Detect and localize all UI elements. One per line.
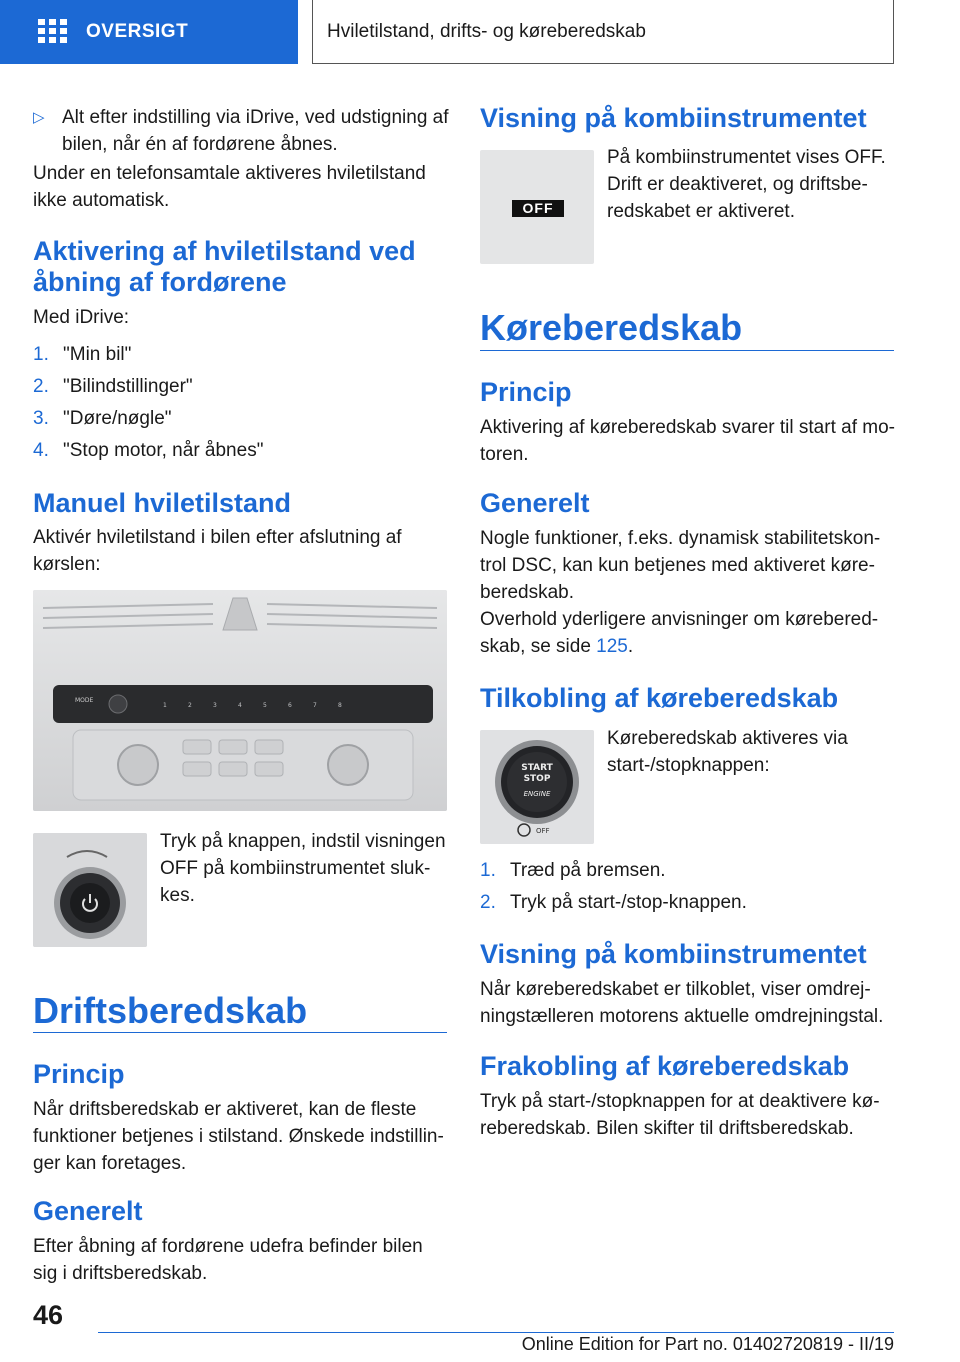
knob-instructions <box>160 828 450 909</box>
step-number: 2. <box>480 892 496 913</box>
console-key-label: 4 <box>238 702 242 709</box>
heading-generelt-right: Generelt <box>480 488 590 518</box>
off-display-photo <box>480 150 594 264</box>
text-line: beredskab. <box>480 582 575 603</box>
overview-tab-label: OVERSIGT <box>86 21 189 42</box>
heading-visning-2: Visning på kombiinstrumentet <box>480 939 867 969</box>
idrive-steps-list <box>33 341 453 469</box>
princip-text-right <box>480 414 900 468</box>
text-line: Når køreberedskabet er tilkoblet, viser omdrej- <box>480 979 871 1000</box>
power-knob-illustration <box>33 833 147 947</box>
visning-2-text <box>480 976 900 1030</box>
footer-divider <box>98 1332 894 1333</box>
heading-line: Aktivering af hviletilstand ved <box>33 236 416 266</box>
heading-koereberedskab: Køreberedskab <box>480 307 743 348</box>
text-line: reberedskab. Bilen skifter til driftsberedskab. <box>480 1118 854 1139</box>
heading-princip-right: Princip <box>480 377 572 407</box>
section-divider <box>480 350 894 351</box>
list-item <box>480 889 900 921</box>
console-illustration <box>33 590 447 811</box>
step-text: "Døre/nøgle" <box>63 408 172 429</box>
text-line: funktioner betjenes i stilstand. Ønskede indstillin- <box>33 1126 444 1147</box>
section-divider <box>33 1032 447 1033</box>
triangle-bullet-icon: ▷ <box>33 109 45 126</box>
console-photo <box>33 590 447 811</box>
step-text: "Min bil" <box>63 344 132 365</box>
text-line: trol DSC, kan kun betjenes med aktiveret køre- <box>480 555 875 576</box>
heading-generelt-left: Generelt <box>33 1196 143 1226</box>
list-item <box>33 341 453 373</box>
princip-text-left <box>33 1096 453 1177</box>
knob-photo <box>33 833 147 947</box>
overview-tab[interactable] <box>0 0 298 64</box>
step-number: 1. <box>33 344 49 365</box>
overhold-text <box>480 606 900 660</box>
start-stop-photo <box>480 730 594 844</box>
text-line: Køreberedskab aktiveres via <box>607 728 848 749</box>
heading-tilkobling: Tilkobling af køreberedskab <box>480 683 839 713</box>
heading-driftsberedskab: Driftsberedskab <box>33 990 308 1031</box>
bullet-line: bilen, når én af fordørene åbnes. <box>62 134 338 155</box>
tilkobling-steps-list <box>480 857 900 921</box>
step-number: 4. <box>33 440 49 461</box>
text-line <box>480 633 900 660</box>
text-line: redskabet er aktiveret. <box>607 201 795 222</box>
grid-icon <box>38 19 66 45</box>
bullet-item <box>33 104 453 158</box>
text-line: Nogle funktioner, f.eks. dynamisk stabilitetskon- <box>480 528 881 549</box>
text-span: . <box>627 636 634 657</box>
text-line: Aktivér hviletilstand i bilen efter afslutning af <box>33 527 402 548</box>
start-stop-button-illustration <box>480 730 594 844</box>
off-badge: OFF <box>512 200 564 217</box>
text-line: sig i driftsberedskab. <box>33 1263 208 1284</box>
step-text: Tryk på start-/stop-knappen. <box>510 892 747 913</box>
heading-princip-left: Princip <box>33 1059 125 1089</box>
step-text: "Bilindstillinger" <box>63 376 193 397</box>
step-text: "Stop motor, når åbnes" <box>63 440 264 461</box>
bullet-line: Alt efter indstilling via iDrive, ved udstigning af <box>62 107 449 128</box>
step-number: 2. <box>33 376 49 397</box>
step-number: 1. <box>480 860 496 881</box>
console-mode-label: MODE <box>75 697 94 704</box>
text-line: Under en telefonsamtale aktiveres hviletilstand <box>33 163 426 184</box>
text-span: skab, se side <box>480 636 597 657</box>
console-key-label: 3 <box>213 702 217 709</box>
text-line: Overhold yderligere anvisninger om kørebered- <box>480 609 879 630</box>
heading-frakobling: Frakobling af køreberedskab <box>480 1051 850 1081</box>
console-key-label: 7 <box>313 702 317 709</box>
chapter-title: Hviletilstand, drifts- og køreberedskab <box>312 0 894 64</box>
edition-text: Online Edition for Part no. 01402720819 - II/19 <box>521 1334 894 1354</box>
console-key-label: 1 <box>163 702 167 709</box>
console-key-label: 5 <box>263 702 267 709</box>
heading-visning-1: Visning på kombiinstrumentet <box>480 103 867 133</box>
phone-call-note <box>33 160 453 214</box>
text-line: Når driftsberedskab er aktiveret, kan de fleste <box>33 1099 417 1120</box>
console-key-label: 2 <box>188 702 192 709</box>
console-key-label: 6 <box>288 702 292 709</box>
text-line: Tryk på knappen, indstil visningen <box>160 831 446 852</box>
text-line: kørslen: <box>33 554 101 575</box>
frakobling-text <box>480 1088 900 1142</box>
list-item <box>480 857 900 889</box>
button-off-label: OFF <box>536 827 550 835</box>
heading-manual: Manuel hviletilstand <box>33 488 292 518</box>
visning-1-text <box>607 144 897 225</box>
heading-activation <box>33 236 453 298</box>
list-item <box>33 373 453 405</box>
text-line: ger kan foretages. <box>33 1153 187 1174</box>
text-line: Aktivering af køreberedskab svarer til start af mo- <box>480 417 895 438</box>
text-line: ikke automatisk. <box>33 190 170 211</box>
manual-text <box>33 524 453 578</box>
console-key-label: 8 <box>338 702 342 709</box>
text-line: Efter åbning af fordørene udefra befinder bilen <box>33 1236 423 1257</box>
button-label: START <box>521 763 553 773</box>
tilkobling-text <box>607 725 897 779</box>
page-reference-link[interactable]: 125 <box>596 636 628 657</box>
text-line: toren. <box>480 444 529 465</box>
step-number: 3. <box>33 408 49 429</box>
page-number: 46 <box>33 1300 64 1330</box>
text-line: Tryk på start-/stopknappen for at deaktivere kø- <box>480 1091 880 1112</box>
text-line: kes. <box>160 885 195 906</box>
step-text: Træd på bremsen. <box>510 860 666 881</box>
text-line: På kombiinstrumentet vises OFF. <box>607 147 886 168</box>
button-label: STOP <box>523 774 551 784</box>
idrive-intro: Med iDrive: <box>33 307 130 328</box>
generelt-text-right <box>480 525 900 606</box>
text-line: Drift er deaktiveret, og driftsbe- <box>607 174 868 195</box>
list-item <box>33 437 453 469</box>
text-line: ningstælleren motorens aktuelle omdrejningstal. <box>480 1006 884 1027</box>
generelt-text-left <box>33 1233 453 1287</box>
text-line: OFF på kombiinstrumentet sluk- <box>160 858 431 879</box>
button-label: ENGINE <box>523 790 551 798</box>
text-line: start-/stopknappen: <box>607 755 770 776</box>
list-item <box>33 405 453 437</box>
heading-line: åbning af fordørene <box>33 267 287 297</box>
